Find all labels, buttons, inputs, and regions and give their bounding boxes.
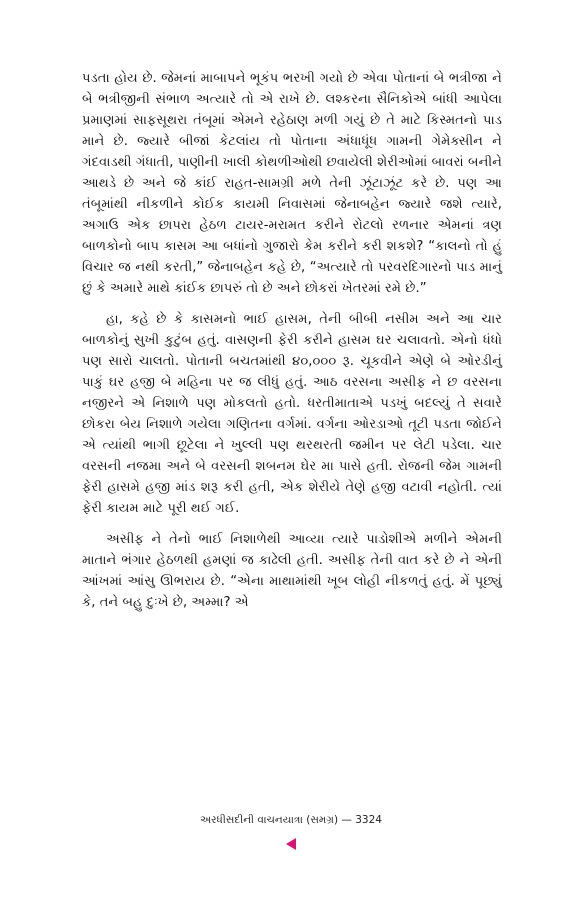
previous-page-icon[interactable] [286,838,296,850]
page-body [82,68,502,613]
paragraph-3: અસીફ ને તેનો ભાઈ નિશાળેથી આવ્યા ત્યારે પાડોશીએ મળીને એમની માતાને ભંગાર હેઠળથી હમણાં જ કાઢેલી હતી. અસીફ તેની વાત કરે છે ને એની આંખમાં આંસુ ઊભરાય છે. “એના માથામાંથી ખૂબ લોહી નીકળતું હતું. મેં પૂછ્યું કે, તને બહુ દુઃખે છે, અમ્મા? એ [82,532,502,610]
paragraph-2: હા, કહે છે કે કાસમનો ભાઈ હાસમ, તેની બીબી નસીમ અને આ ચાર બાળકોનું સુખી કુટુંબ હતું. વાસણની ફેરી કરીને હાસમ ઘર ચલાવતો. એનો ધંધો પણ સારો ચાલતો. પોતાની બચતમાંથી ૪૦,૦૦૦ રૂ. ચૂકવીને એણે બે ઓરડીનું પાકું ઘર હજી બે મહિના પર જ લીધું હતું. આઠ વરસના અસીફ ને છ વરસના નજીરને એ નિશાળે પણ મોકલતો હતો. ધરતીમાતાએ પડખું બદલ્યું તે સવારે છોકરા બેય નિશાળે ગયેલા ગણિતના વર્ગમાં. વર્ગના ઓરડાઓ તૂટી પડતા જોઈને એ ત્યાંથી ભાગી છૂટેલા ને ખુલ્લી પણ થરથરતી જમીન પર લેટી પડેલા. ચાર વરસની નજમા અને બે વરસની શબનમ ઘેર મા પાસે હતી. રોજની જેમ ગામની ફેરી હાસમે હજી માંડ શરૂ કરી હતી, એક શેરીયે તેણે હજી વટાવી નહોતી. ત્યાં ફેરી કાયમ માટે પૂરી થઈ ગઈ. [82,312,502,516]
page-footer: અરધીસદીની વાચનયાત્રા (સમગ્ર) — 3324 [200,814,382,826]
page-navigation [0,838,582,850]
paragraph-1: પડતા હોય છે. જેમનાં માબાપને ભૂકંપ ભરખી ગયો છે એવા પોતાનાં બે ભત્રીજા ને બે ભત્રીજીની સંભાળ અત્યારે તો એ રાખે છે. લશ્કરના સૈનિકોએ બાંધી આપેલા પ્રમાણમાં સાફસૂથરા તંબૂમાં એમને રહેઠાણ મળી ગયું છે તે માટે કિસ્મતનો પાડ માને છે. જ્યારે બીજાં કેટલાંય તો પોતાના અંધાધૂંધ ગામની ગેમેક્સીન ને ગંદવાડથી ગંધાતી, પાણીની ખાલી કોથળીઓથી છવાયેલી શેરીઓમાં બાવરાં બનીને આથડે છે અને જે કાંઈ રાહત-સામગ્રી મળે તેની ઝૂંટાઝૂંટ કરે છે. પણ આ તંબૂમાંથી નીકળીને કોઈક કાયમી નિવાસમાં જેનાબહેન જ્યારે જશે ત્યારે, અગાઉ એક છાપરા હેઠળ ટાયર-મરામત કરીને રોટલો રળનાર એમનાં ત્રણ બાળકોનો બાપ કાસમ આ બધાંનો ગુજારો કેમ કરીને કરી શકશે? “કાલનો તો હું વિચાર જ નથી કરતી,” જેનાબહેન કહે છે, “અત્યારે તો પરવરદિગારનો પાડ માનું છું કે અમારે માથે કાંઈક છાપરું તો છે અને છોકરાં ખેતરમાં રમે છે.” [82,71,502,296]
